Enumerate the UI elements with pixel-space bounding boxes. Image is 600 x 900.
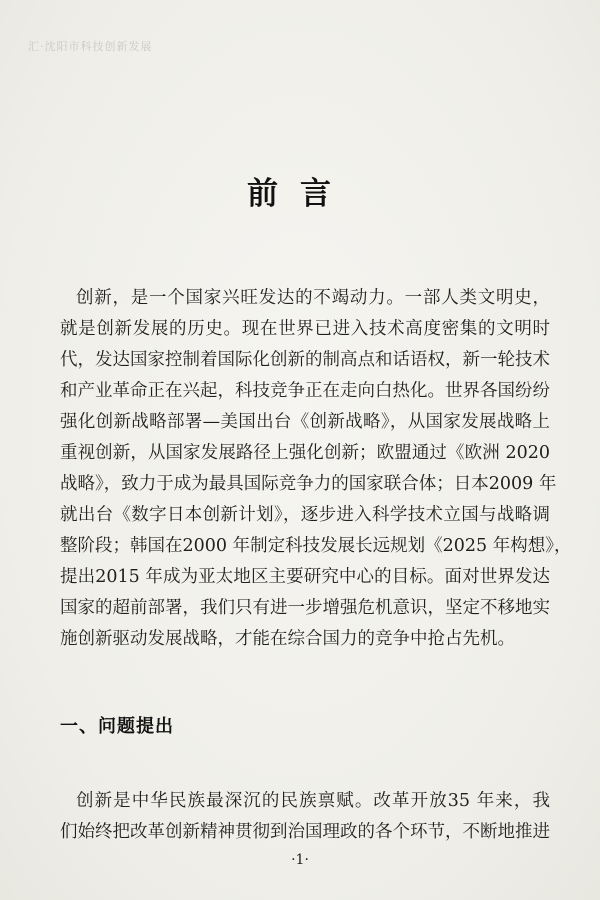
paragraph-line: 战略》，致力于成为最具国际竞争力的国家联合体；日本2009 年 — [60, 474, 557, 494]
paragraph-line: 就是创新发展的历史。现在世界已进入技术高度密集的文明时 — [60, 319, 550, 339]
header-bleed-text: 汇·沈阳市科技创新发展 — [28, 40, 153, 53]
paragraph-line: 重视创新，从国家发展路径上强化创新；欧盟通过《欧洲 2020 — [60, 443, 550, 463]
paragraph-line: 创新是中华民族最深沉的民族禀赋。改革开放35 年来，我 — [76, 791, 550, 811]
paragraph-line: 国家的超前部署，我们只有进一步增强危机意识，坚定不移地实 — [60, 598, 550, 618]
paragraph-line: 代，发达国家控制着国际化创新的制高点和话语权，新一轮技术 — [60, 350, 550, 370]
paragraph-line: 整阶段；韩国在2000 年制定科技发展长远规划《2025 年构想》， — [60, 536, 572, 556]
paragraph-line: 提出2015 年成为亚太地区主要研究中心的目标。面对世界发达 — [60, 567, 550, 587]
section-heading: 一、问题提出 — [60, 716, 174, 737]
paragraph-line: 施创新驱动发展战略，才能在综合国力的竞争中抢占先机。 — [60, 629, 515, 649]
paragraph-line: 和产业革命正在兴起，科技竞争正在走向白热化。世界各国纷纷 — [60, 381, 550, 401]
paragraph-line: 强化创新战略部署—美国出台《创新战略》，从国家发展战略上 — [60, 412, 550, 432]
paragraph-intro — [60, 283, 572, 655]
paragraph-line: 创新，是一个国家兴旺发达的不竭动力。一部人类文明史， — [76, 288, 550, 308]
paragraph-section — [60, 786, 550, 848]
paragraph-line: 就出台《数字日本创新计划》，逐步进入科学技术立国与战略调 — [60, 505, 550, 525]
paragraph-line: 们始终把改革创新精神贯彻到治国理政的各个环节，不断地推进 — [60, 822, 550, 842]
page-number: ·1· — [291, 852, 309, 868]
page-title: 前言 — [247, 176, 353, 212]
